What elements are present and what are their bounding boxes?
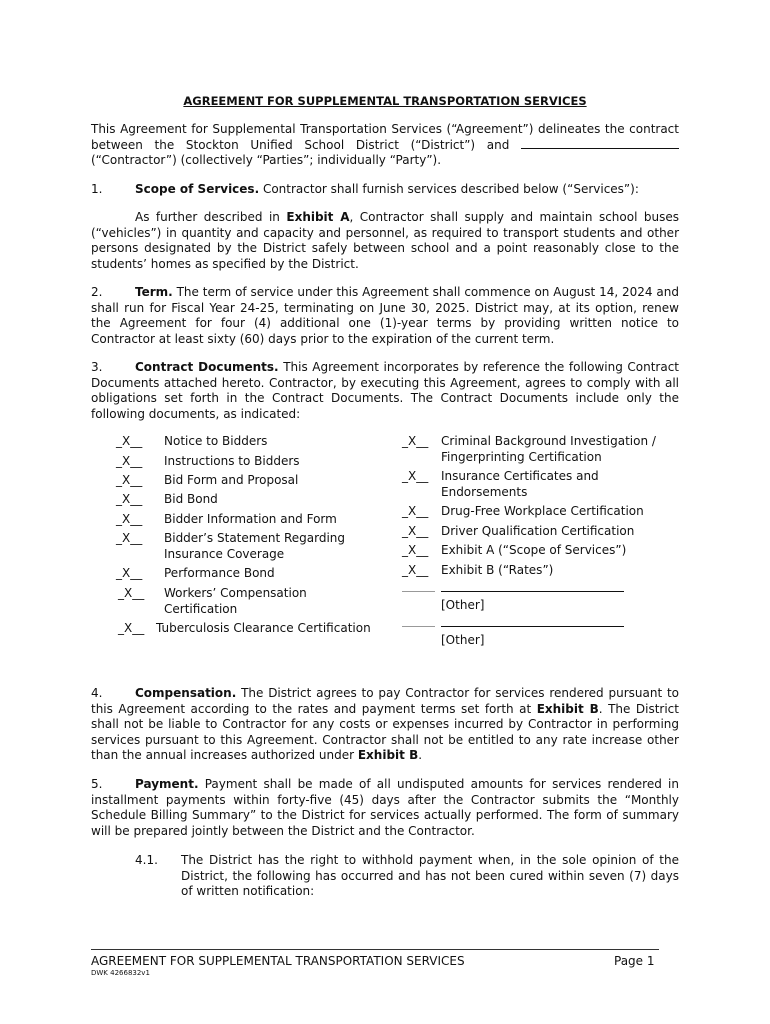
contractor-name-blank (521, 138, 679, 149)
section-heading: Compensation. (135, 686, 237, 700)
intro-text-2: (“Contractor”) (collectively “Parties”; individually “Party”). (91, 153, 442, 168)
intro-paragraph (91, 122, 679, 169)
section-number: 2. (91, 285, 103, 299)
checkbox-mark: _X__ (116, 492, 143, 506)
section-text: This Agreement incorporates by reference the following Contract Documents attached hereto. Contractor, by executing this Agreement, agrees to comply with all obligations set forth in the Contract Documents. The Contract Documents include only the following documents, as indicated: (91, 360, 680, 421)
list-item-label-line-2: Certification (164, 602, 238, 616)
footer-title: AGREEMENT FOR SUPPLEMENTAL TRANSPORTATION SERVICES (91, 954, 465, 968)
section-number: 3. (91, 360, 103, 374)
checkbox-mark: _X__ (116, 434, 143, 448)
section-heading: Payment. (135, 777, 199, 791)
section-text: , Contractor shall supply and maintain school buses (“vehicles”) in quantity and capacity and personnel, as required to transport students and other persons designated by the District safely between school and a point reasonably close to the students’ homes as specified by the District. (91, 210, 679, 271)
section-2 (91, 285, 679, 347)
checkbox-mark: _X__ (402, 469, 429, 483)
section-number: 4. (91, 686, 103, 700)
section-text: Contractor shall furnish services described below (“Services”): (259, 182, 639, 196)
list-item-label-line-2: [Other] (441, 633, 485, 647)
list-item-label: Bid Form and Proposal (164, 473, 299, 487)
checkbox-blank (402, 582, 435, 592)
document-code: DWK 4266832v1 (91, 969, 150, 977)
section-number: 5. (91, 777, 103, 791)
checkbox-mark: _X__ (116, 473, 143, 487)
document-title: AGREEMENT FOR SUPPLEMENTAL TRANSPORTATION SERVICES (183, 94, 587, 108)
section-text: . The District shall not be liable to Contractor for any costs or expenses incurred by Contractor in performing services pursuant to this Agreement. Contractor shall not be entitled to any rate increase other than the annual increases authorized under (91, 701, 679, 763)
list-item-label: Bidder Information and Form (164, 512, 337, 526)
checkbox-mark: _X__ (402, 543, 429, 557)
section-1 (91, 182, 679, 198)
checkbox-mark: _X__ (116, 512, 143, 526)
subsection-text: The District has the right to withhold payment when, in the sole opinion of the District, the following has occurred and has not been cured within seven (7) days of written notification: (181, 853, 679, 899)
checkbox-mark: _X__ (116, 454, 143, 468)
section-text: As further described in (135, 210, 287, 224)
list-item-label-line-2: [Other] (441, 598, 485, 612)
section-5 (91, 777, 679, 839)
checkbox-mark: _X__ (402, 504, 429, 518)
subsection-number: 4.1. (135, 853, 158, 867)
list-item-label: Performance Bond (164, 566, 275, 580)
list-item-label-line-2: Endorsements (441, 485, 528, 499)
list-item-label: Workers’ Compensation (164, 586, 307, 600)
footer-divider (91, 949, 659, 950)
checkbox-mark: _X__ (116, 531, 143, 545)
exhibit-reference: Exhibit B (536, 701, 599, 716)
list-item-label: Notice to Bidders (164, 434, 268, 448)
section-heading: Contract Documents. (135, 360, 279, 374)
checkbox-mark: _X__ (118, 621, 145, 635)
section-heading: Scope of Services. (135, 182, 260, 196)
other-document-blank (441, 617, 624, 627)
intro-text: This Agreement for Supplemental Transportation Services (“Agreement”) delineates the contract between the Stockton Unified School District (“District”) and (91, 122, 679, 152)
section-4 (91, 686, 679, 764)
section-1-paragraph-2 (91, 210, 679, 272)
list-item-label: Exhibit A (“Scope of Services”) (441, 543, 627, 557)
other-document-blank (441, 582, 624, 592)
checkbox-mark: _X__ (118, 586, 145, 600)
list-item-label: Driver Qualification Certification (441, 524, 635, 538)
section-text: The term of service under this Agreement shall commence on August 14, 2024 and shall run for Fiscal Year 24-25, terminating on June 30, 2025. District may, at its option, renew the Agreement for four (4) additional one (1)-year terms by providing written notice to Contractor at least sixty (60) days prior to the expiration of the current term. (91, 285, 679, 346)
list-item-label: Insurance Certificates and (441, 469, 599, 483)
list-item-label: Drug-Free Workplace Certification (441, 504, 644, 518)
section-3 (91, 360, 679, 422)
section-text: Payment shall be made of all undisputed amounts for services rendered in installment payments within forty-five (45) days after the Contractor submits the “Monthly Schedule Billing Summary” to the District for services actually performed. The form of summary will be prepared jointly between the District and the Contractor. (91, 777, 679, 838)
checkbox-mark: _X__ (402, 563, 429, 577)
checkbox-blank (402, 617, 435, 627)
page-number: Page 1 (614, 954, 655, 968)
section-text: . (418, 748, 423, 763)
list-item-label-line-2: Fingerprinting Certification (441, 450, 602, 464)
list-item-label: Bidder’s Statement Regarding (164, 531, 346, 545)
checkbox-mark: _X__ (116, 566, 143, 580)
exhibit-reference: Exhibit B (357, 748, 419, 763)
list-item-label: Instructions to Bidders (164, 454, 300, 468)
section-text: The District agrees to pay Contractor for services rendered pursuant to this Agreement according to the rates and payment terms set forth at (91, 686, 679, 716)
section-heading: Term. (135, 285, 173, 299)
list-item-label: Criminal Background Investigation / (441, 434, 656, 448)
exhibit-reference: Exhibit A (286, 210, 350, 224)
list-item-label: Tuberculosis Clearance Certification (156, 621, 371, 635)
checkbox-mark: _X__ (402, 434, 429, 448)
list-item-label: Bid Bond (164, 492, 218, 506)
section-number: 1. (91, 182, 103, 196)
list-item-label-line-2: Insurance Coverage (164, 547, 285, 561)
list-item-label: Exhibit B (“Rates”) (441, 563, 554, 577)
checkbox-mark: _X__ (402, 524, 429, 538)
